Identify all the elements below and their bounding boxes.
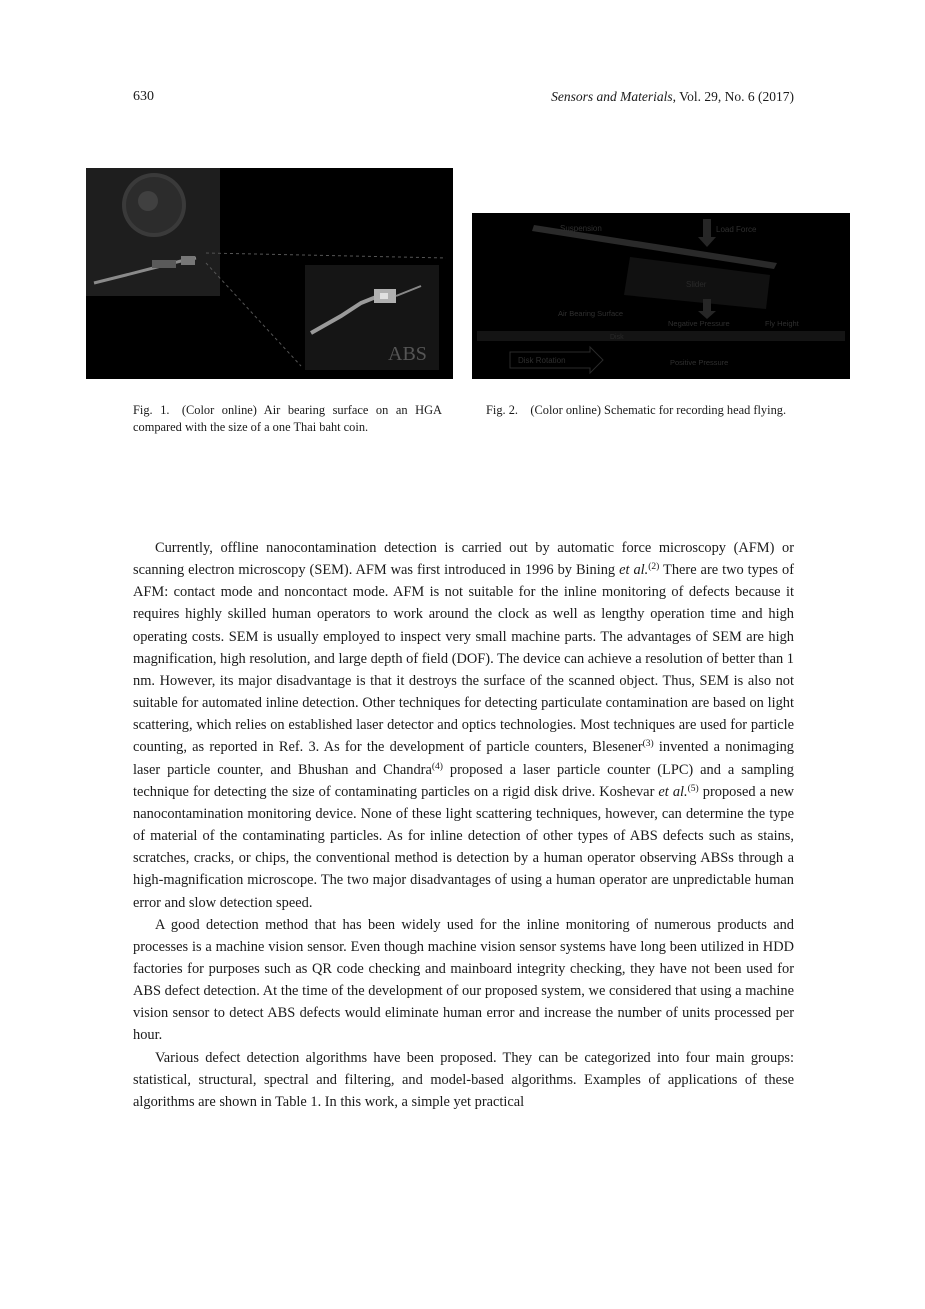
p1-text-5: proposed a new nanocontamination monitoring device. None of these light scattering techniques, however, can determine the type of material of the contaminating particles. As for inline detection of other types of ABS defects such as stains, scratches, cracks, or chips, the conventional method is detection by a human operator observing ABSs through a high-magnification microscope. The two major disadvantages of using a human operator are unpredictable human error and slow detection speed. bbox=[133, 783, 794, 911]
p1-text-3: invented a nonimaging laser particle counter, and Bhushan and Chandra bbox=[133, 739, 795, 778]
paragraph-3: Various defect detection algorithms have been proposed. They can be categorized into four main groups: statistical, structural, spectral and filtering, and model-based algorithms. Examples of applications of these algorithms are shown in Table 1. In this work, a simple yet practical bbox=[133, 1049, 794, 1110]
citation-3: (3) bbox=[642, 739, 654, 750]
figure-1-caption: Fig. 1. (Color online) Air bearing surface on an HGA compared with the size of a one Thai baht coin. bbox=[133, 403, 442, 434]
paragraph-2: A good detection method that has been widely used for the inline monitoring of numerous products and processes is a machine vision sensor. Even though machine vision sensor systems have long been utilized in HDD factories for purposes such as QR code checking and mainboard integrity checking, they have not been used for ABS defect detection. At the time of the development of our proposed system, we considered that using a machine vision sensor to detect ABS defects would eliminate human error and increase the number of units processed per hour. bbox=[133, 916, 794, 1044]
disk-rotation-label: Disk Rotation bbox=[518, 356, 566, 365]
slider-label: Slider bbox=[686, 280, 707, 289]
negative-pressure-label: Negative Pressure bbox=[668, 319, 730, 328]
suspension-label: Suspension bbox=[560, 224, 602, 233]
citation-2: (2) bbox=[648, 562, 660, 573]
p1-text-4: proposed a laser particle counter (LPC) and a sampling technique for detecting the size of contaminating particles on a rigid disk drive. Koshevar bbox=[133, 761, 794, 800]
p1-text-1: Currently, offline nanocontamination detection is carried out by automatic force microscopy (AFM) or scanning electron microscopy (SEM). AFM was first introduced in 1996 by Bining bbox=[133, 540, 794, 579]
figure-1-abs-label: ABS bbox=[388, 343, 427, 365]
figure-2-image bbox=[472, 213, 850, 379]
p1-text-2: There are two types of AFM: contact mode and noncontact mode. AFM is not suitable for the inline monitoring of defects because it requires highly skilled human operators to work around the clock as well as lengthy operation time and high operating costs. SEM is usually employed to inspect very small machine parts. The advantages of SEM are high magnification, high resolution, and large depth of field (DOF). The device can achieve a resolution of better than 1 nm. However, its major disadvantage is that it destroys the surface of the scanned object. Thus, SEM is also not suitable for automated inline detection. Other techniques for detecting particulate contamination are based on light scattering, which relies on established laser detector and optics technologies. Most techniques are used for particle counting, as reported in Ref. 3. As for the development of particle counters, Blesener bbox=[133, 562, 794, 756]
volume-info: , Vol. 29, No. 6 (2017) bbox=[672, 89, 794, 104]
figure-1-image bbox=[86, 168, 453, 379]
disk-label: Disk bbox=[610, 334, 624, 341]
fly-height-label: Fly Height bbox=[765, 319, 799, 328]
figure-2-caption: Fig. 2. (Color online) Schematic for recording head flying. bbox=[486, 403, 787, 417]
citation-5: (5) bbox=[687, 783, 699, 794]
running-header bbox=[551, 89, 794, 105]
page-number: 630 bbox=[133, 89, 154, 104]
air-bearing-surface-label: Air Bearing Surface bbox=[558, 309, 624, 318]
et-al-2: et al. bbox=[658, 783, 688, 800]
load-force-label: Load Force bbox=[716, 225, 757, 234]
journal-name: Sensors and Materials bbox=[551, 89, 673, 104]
et-al-1: et al. bbox=[619, 562, 649, 579]
paragraph-1 bbox=[133, 537, 794, 914]
positive-pressure-label: Positive Pressure bbox=[670, 358, 729, 367]
body-text bbox=[133, 537, 794, 1113]
citation-4: (4) bbox=[431, 761, 443, 772]
